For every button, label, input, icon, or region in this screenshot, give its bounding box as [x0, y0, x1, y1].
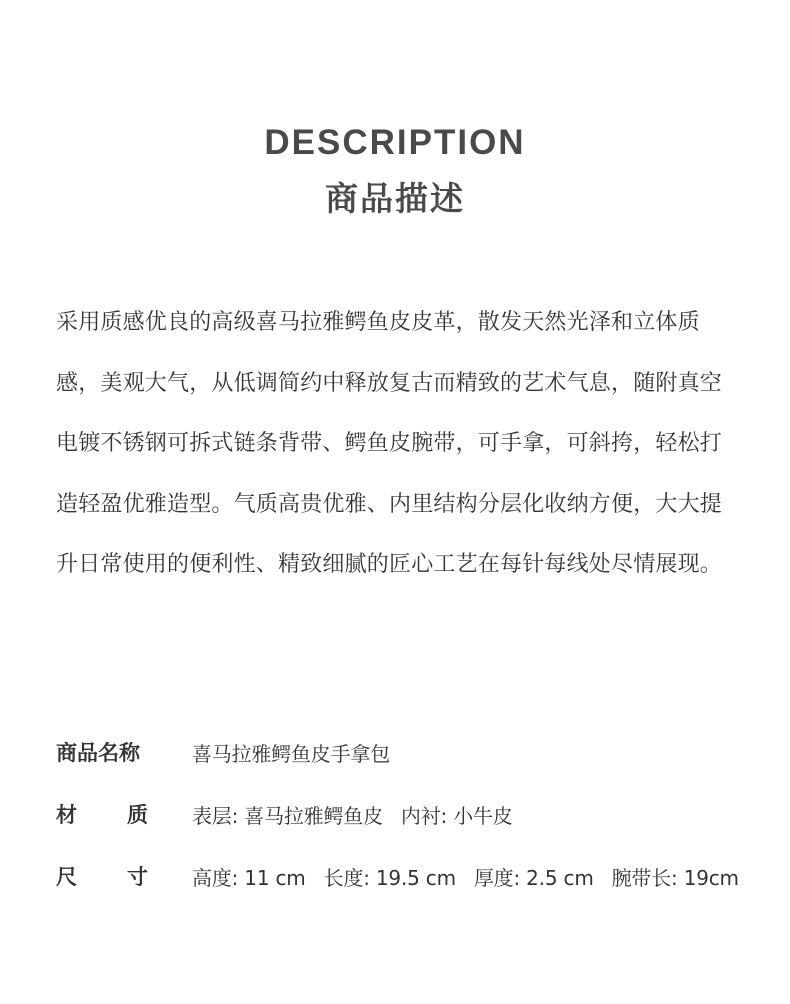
spec-value-size: [192, 862, 739, 891]
title-chinese: 商品描述: [325, 179, 465, 218]
spec-value-length: 长度: 19.5 cm: [323, 865, 456, 890]
product-specs: [56, 721, 776, 907]
product-description: 采用质感优良的高级喜马拉雅鳄鱼皮皮革，散发天然光泽和立体质感，美观大气，从低调简约中释放复古而精致的艺术气息，随附真空电镀不锈钢可拆式链条背带、鳄鱼皮腕带，可手拿，可斜挎，轻松打造轻盈优雅造型。气质高贵优雅、内里结构分层化收纳方便，大大提升日常使用的便利性、精致细腻的匠心工艺在每针每线处尽情展现。: [56, 310, 723, 577]
description-header: [0, 122, 790, 219]
spec-label-size-char-2: 寸: [127, 865, 148, 889]
spec-label-material-char-1: 材: [56, 803, 77, 827]
spec-label-name: 商品名称: [56, 741, 140, 765]
spec-value-strap: 腕带长: 19cm: [611, 865, 739, 890]
spec-label-size: [56, 861, 148, 891]
spec-value-material-outer: 表层: 喜马拉雅鳄鱼皮: [192, 803, 383, 828]
spec-value-material-inner: 内衬: 小牛皮: [400, 803, 513, 828]
spec-value-thickness: 厚度: 2.5 cm: [473, 865, 594, 890]
spec-row-size: [56, 845, 776, 907]
spec-label-material-char-2: 质: [127, 803, 148, 827]
spec-label-material: [56, 799, 148, 829]
title-english: DESCRIPTION: [264, 123, 526, 162]
spec-value-name: 喜马拉雅鳄鱼皮手拿包: [192, 741, 390, 766]
spec-value-material: [192, 800, 513, 829]
spec-label-size-char-1: 尺: [56, 865, 77, 889]
spec-row-name: [56, 721, 776, 783]
spec-row-material: [56, 783, 776, 845]
spec-value-height: 高度: 11 cm: [192, 865, 306, 890]
